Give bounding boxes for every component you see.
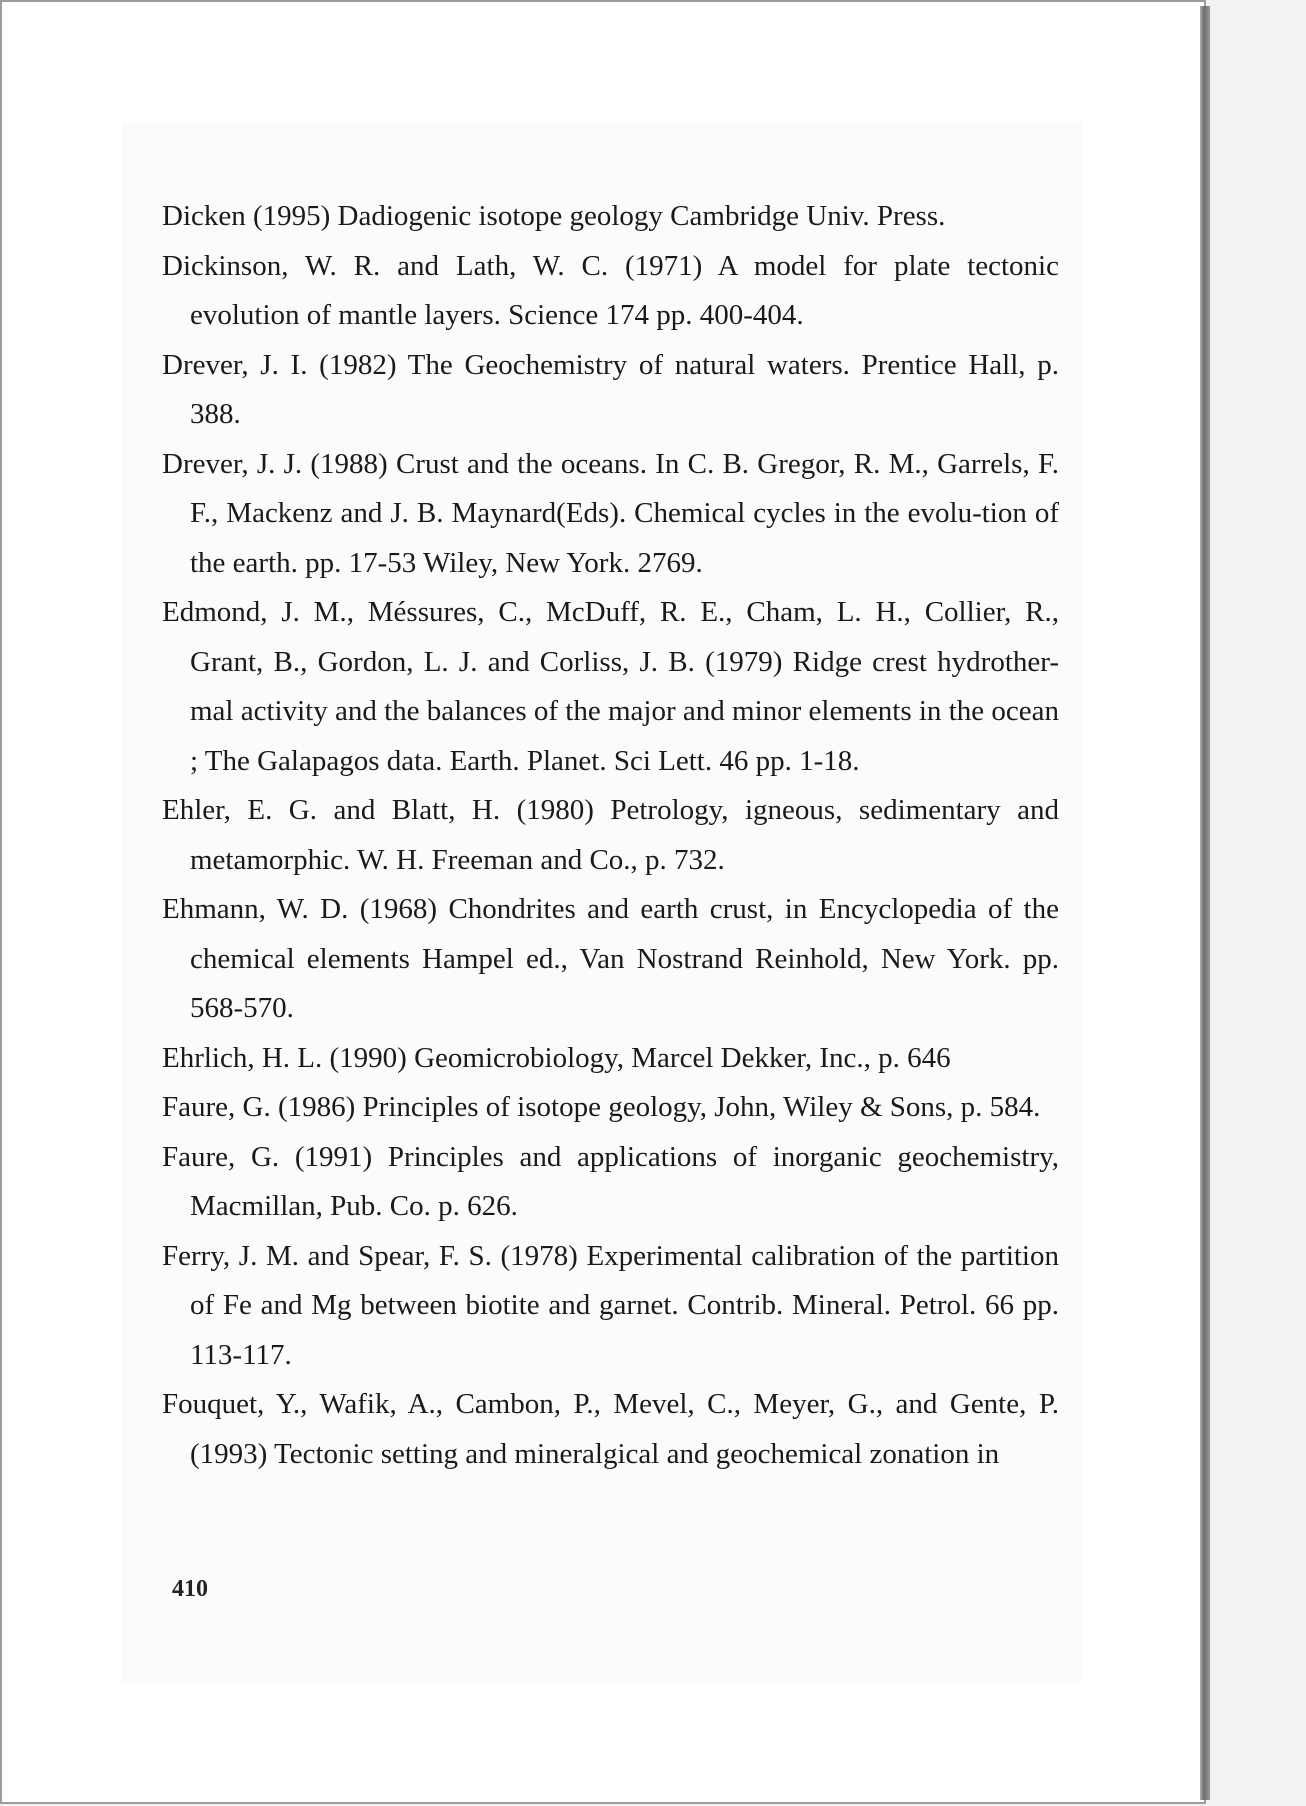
reference-entry: Ehrlich, H. L. (1990) Geomicrobiology, Marcel Dekker, Inc., p. 646 <box>162 1041 951 1074</box>
reference-entry: Edmond, J. M., Méssures, C., McDuff, R. E., Cham, L. H., Collier, R., Grant, B., Gordon, L. J. and Corliss, J. B. (1979) Ridge crest hydrother-mal activity and the balances of the major and minor elements in the ocean ; The Galapagos data. Earth. Planet. Sci Lett. 46 pp. 1-18. <box>162 596 1059 777</box>
reference-entry: Drever, J. J. (1988) Crust and the oceans. In C. B. Gregor, R. M., Garrels, F. F., Mackenz and J. B. Maynard(Eds). Chemical cycles in the evolu-tion of the earth. pp. 17-53 Wiley, New York. 2769. <box>162 447 1059 579</box>
reference-entry: Drever, J. I. (1982) The Geochemistry of natural waters. Prentice Hall, p. 388. <box>162 348 1059 430</box>
reference-entry: Dickinson, W. R. and Lath, W. C. (1971) A model for plate tectonic evolution of mantle layers. Science 174 pp. 400-404. <box>162 249 1059 331</box>
page-stack-edge <box>1200 6 1210 1800</box>
reference-entry: Ehmann, W. D. (1968) Chondrites and earth crust, in Encyclopedia of the chemical elements Hampel ed., Van Nostrand Reinhold, New York. pp. 568-570. <box>162 893 1059 1024</box>
reference-entry: Faure, G. (1991) Principles and applications of inorganic geochemistry, Macmillan, Pub. Co. p. 626. <box>162 1140 1059 1222</box>
reference-entry: Faure, G. (1986) Principles of isotope geology, John, Wiley & Sons, p. 584. <box>162 1091 1041 1123</box>
reference-entry: Dicken (1995) Dadiogenic isotope geology Cambridge Univ. Press. <box>162 200 946 232</box>
reference-list <box>162 192 1059 1479</box>
reference-entry: Ferry, J. M. and Spear, F. S. (1978) Experimental calibration of the partition of Fe and Mg between biotite and garnet. Contrib. Mineral. Petrol. 66 pp. 113-117. <box>162 1239 1059 1371</box>
page-number: 410 <box>172 1576 208 1602</box>
reference-entry: Ehler, E. G. and Blatt, H. (1980) Petrology, igneous, sedimentary and metamorphic. W. H. Freeman and Co., p. 732. <box>162 794 1059 876</box>
reference-entry: Fouquet, Y., Wafik, A., Cambon, P., Mevel, C., Meyer, G., and Gente, P. (1993) Tectonic setting and mineralgical and geochemical zonation in <box>162 1388 1059 1470</box>
